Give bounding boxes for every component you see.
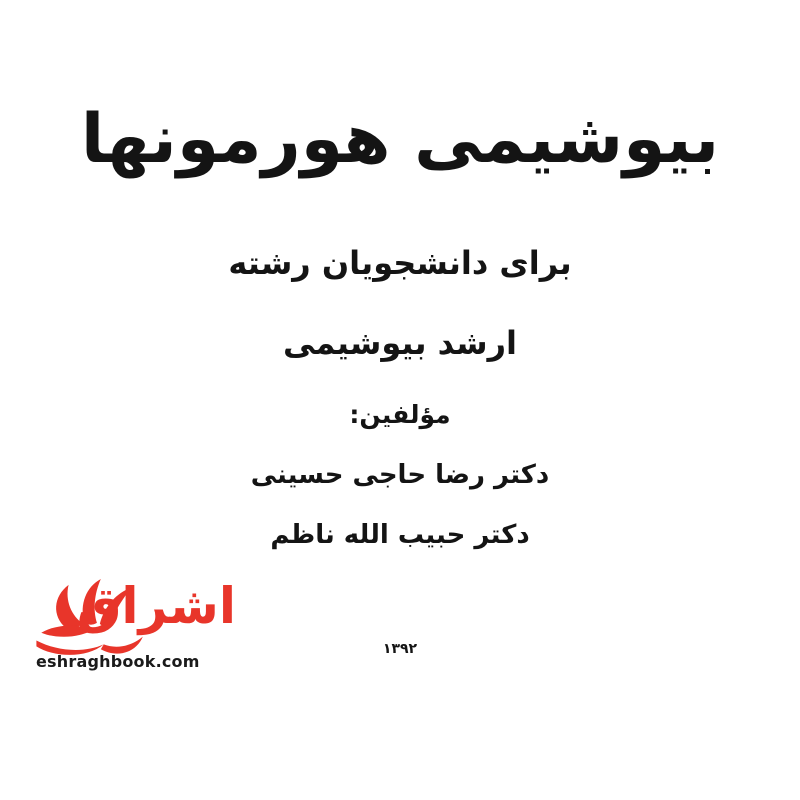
author-name: دکتر حبیب الله ناظم <box>270 520 530 550</box>
page-title: بیوشیمی هورمونها <box>80 100 720 179</box>
author-name: دکتر رضا حاجی حسینی <box>250 460 550 490</box>
subtitle-degree: ارشد بیوشیمی <box>283 324 517 362</box>
publisher-logo <box>28 563 236 673</box>
publisher-brand-name: اشراق <box>76 577 236 635</box>
authors-label: مؤلفین: <box>349 400 451 429</box>
publish-year: ۱۳۹۲ <box>382 641 418 657</box>
publisher-website: eshraghbook.com <box>36 652 200 671</box>
subtitle-audience: برای دانشجویان رشته <box>228 244 572 282</box>
